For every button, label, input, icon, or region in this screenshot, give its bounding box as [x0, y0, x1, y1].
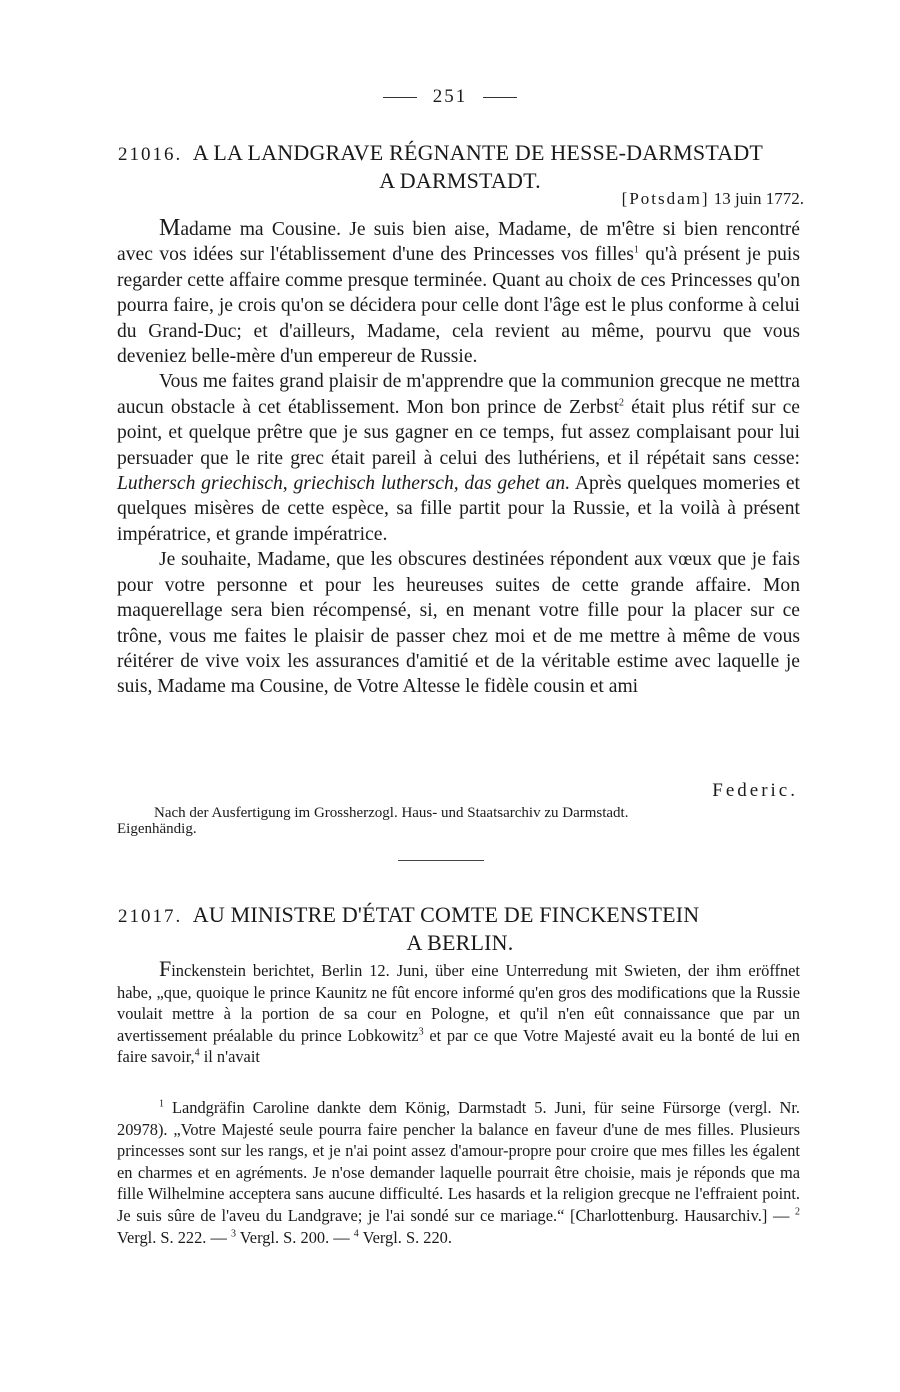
- heading-title: AU MINISTRE D'ÉTAT COMTE DE FINCKENSTEIN: [192, 902, 700, 927]
- footnote-mark: 4: [353, 1228, 359, 1240]
- footnote-3-text: Vergl. S. 200. —: [235, 1227, 354, 1247]
- footnote-2-text: Vergl. S. 222. —: [117, 1227, 231, 1247]
- paragraph-2: [117, 369, 800, 547]
- paragraph-1: [117, 216, 800, 369]
- drop-initial: M: [159, 215, 181, 241]
- footnotes: [117, 1097, 800, 1248]
- source-line-1: Nach der Ausfertigung im Grossherzogl. Haus- und Staatsarchiv zu Darmstadt.: [154, 805, 629, 821]
- footnote-ref: 4: [194, 1047, 200, 1059]
- page-number-rule-right: [483, 97, 517, 98]
- heading-line-1: [118, 902, 802, 930]
- german-quote: Luthersch griechisch, griechisch luthersch, das gehet an.: [117, 473, 571, 495]
- source-note: [117, 805, 800, 837]
- section-divider: [398, 860, 484, 861]
- page-number-text: 251: [432, 86, 468, 107]
- letter-body-21016: [117, 216, 800, 700]
- summary-text-b: et par ce que Votre Majesté avait eu la bonté de lui en faire savoir,: [117, 1025, 800, 1066]
- heading-line-1: [118, 140, 802, 168]
- dateline: [622, 189, 804, 209]
- heading-line-2: A DARMSTADT.: [379, 168, 541, 193]
- dateline-date: 13 juin 1772.: [713, 189, 804, 208]
- heading-line-2: A BERLIN.: [406, 930, 514, 955]
- footnote-mark: 2: [795, 1206, 800, 1218]
- paragraph-2-text-b: était plus rétif sur ce point, et quelque prêtre que je sus gagner en ce temps, fut assez complaisant pour lui persuader que le rite grec était pareil à celui des luthériens, et il répétait sans cesse:: [117, 396, 800, 469]
- footnote-1-text: Landgräfin Caroline dankte dem König, Darmstadt 5. Juni, für seine Fürsorge (vergl. Nr. 20978). „Votre Majesté seule pourra faire pencher la balance en faveur d'une de mes filles. Plusieurs princesses sont sur les rangs, et je n'ai point assez d'amour-propre pour croire que mes filles les égalent en charmes et en agréments. Je n'ose demander laquelle pourrait être choisie, mais je réponds que ma fille Wilhelmine acceptera sans aucune difficulté. Les hasards et la religion grecque ne l'effraient point. Je suis sûre de l'aveu du Landgrave; je l'ai sondé sur ce mariage.“ [Charlottenburg. Hausarchiv.] —: [117, 1098, 800, 1225]
- paragraph-2-text-a: Vous me faites grand plaisir de m'apprendre que la communion grecque ne mettra aucun obstacle à cet établissement. Mon bon prince de Zerbst: [117, 371, 800, 418]
- footnote-ref: 2: [619, 397, 625, 409]
- letter-number: 21017.: [118, 906, 183, 927]
- signature: Federic.: [712, 780, 798, 801]
- summary-text-c: il n'avait: [199, 1047, 260, 1066]
- page-number-rule-left: [383, 97, 417, 98]
- letter-heading-21016: [118, 140, 802, 194]
- summary-text-a: inckenstein berichtet, Berlin 12. Juni, über eine Unterredung mit Swieten, der ihm eröffnet habe, „que, quoique le prince Kaunitz ne fût encore informé qu'en gros des modifications que la Russie voulait mettre à la portion de sa cour en Pologne, et qu'il n'en eût connaissance que par un avertissement préalable du prince Lobkowitz: [117, 961, 800, 1045]
- footnote-block: [117, 1097, 800, 1248]
- source-line-2: Eigenhändig.: [117, 821, 197, 837]
- dateline-place: [Potsdam]: [621, 189, 710, 208]
- footnote-ref: 3: [418, 1026, 424, 1038]
- letter-summary-21017: [117, 958, 800, 1068]
- paragraph-1-rest: qu'à présent je puis regarder cette affaire comme presque terminée. Quant au choix de ces Princesses qu'on pourra faire, je crois qu'on se décidera pour celle dont l'âge est le plus conforme à celui du Grand-Duc; et d'ailleurs, Madame, cela revient au même, pourvu que vous deveniez belle-mère d'un empereur de Russie.: [117, 244, 800, 368]
- paragraph-1-text: adame ma Cousine. Je suis bien aise, Madame, de m'être si bien rencontré avec vos idées sur l'établissement d'une des Princesses vos filles: [117, 219, 800, 266]
- letter-heading-21017: [118, 902, 802, 956]
- page-number: [0, 86, 900, 108]
- footnote-ref: 1: [633, 244, 639, 256]
- drop-initial: F: [159, 956, 172, 981]
- letter-number: 21016.: [118, 144, 183, 165]
- footnote-mark: 3: [230, 1228, 236, 1240]
- paragraph-3: Je souhaite, Madame, que les obscures destinées répondent aux vœux que je fais pour votre personne et pour les heureuses suites de cette grande affaire. Mon maquerellage sera bien récompensé, si, en menant votre fille pour la placer sur ce trône, vous me faites le plaisir de passer chez moi et de me mettre à même de vous réitérer de vive voix les assurances d'amitié et de la véritable estime avec laquelle je suis, Madame ma Cousine, de Votre Altesse le fidèle cousin et ami: [117, 549, 800, 698]
- footnote-mark: 1: [159, 1098, 164, 1110]
- paragraph-2-text-c: Après quelques momeries et quelques misères de cette espèce, sa fille partit pour la Russie, et la voilà à présent impératrice, et grande impératrice.: [117, 473, 800, 545]
- footnote-4-text: Vergl. S. 220.: [358, 1227, 452, 1247]
- heading-title: A LA LANDGRAVE RÉGNANTE DE HESSE-DARMSTADT: [192, 140, 764, 165]
